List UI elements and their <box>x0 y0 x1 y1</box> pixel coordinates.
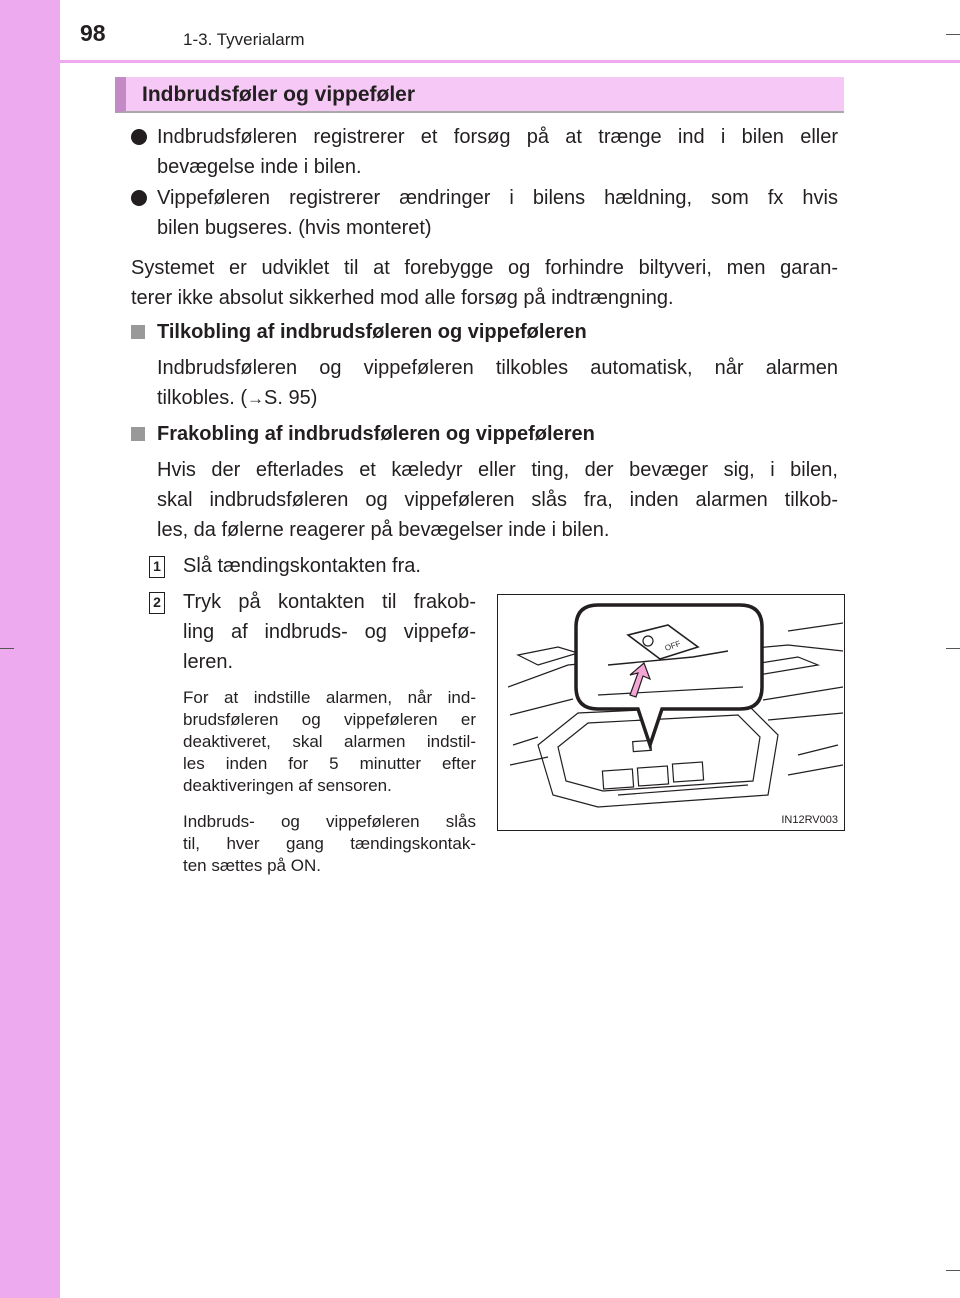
figure-code: IN12RV003 <box>781 814 838 826</box>
note-text: Indbruds- og vippeføleren slås <box>183 812 476 831</box>
step-number: 1 <box>149 556 165 578</box>
bullet-text: bevægelse inde i bilen. <box>157 156 362 178</box>
console-drawing <box>498 595 843 829</box>
step-number: 2 <box>149 592 165 614</box>
square-bullet-icon <box>131 325 145 339</box>
note-text: brudsføleren og vippeføleren er <box>183 710 476 729</box>
note-text: deaktiveringen af sensoren. <box>183 776 392 795</box>
body-text <box>157 383 317 414</box>
note-text: les inden for 5 minutter efter <box>183 754 476 773</box>
bullet-icon <box>131 190 147 206</box>
bullet-icon <box>131 129 147 145</box>
step-text: ling af indbruds- og vippefø- <box>183 621 476 643</box>
header-rule <box>60 60 960 63</box>
bullet-text: bilen bugseres. (hvis monteret) <box>157 217 432 239</box>
section-title: Indbrudsføler og vippeføler <box>142 83 416 106</box>
intro-text: Systemet er udviklet til at forebygge og forhindre biltyveri, men garan- <box>131 257 838 279</box>
step-text: leren. <box>183 651 234 673</box>
body-text: Indbrudsføleren og vippeføleren tilkobles automatisk, når alarmen <box>157 357 838 379</box>
page-reference: S. 95) <box>264 387 318 409</box>
crop-mark <box>946 34 960 35</box>
step-text: Tryk på kontakten til frakob- <box>183 591 476 613</box>
body-text: Hvis der efterlades et kæledyr eller ting, der bevæger sig, i bilen, <box>157 459 838 481</box>
overhead-console-illustration <box>497 594 845 831</box>
off-label: OFF <box>663 638 682 653</box>
note-text: ten sættes på ON. <box>183 856 321 875</box>
arrow-icon: → <box>247 389 265 408</box>
crop-mark <box>946 1270 960 1271</box>
body-text: skal indbrudsføleren og vippeføleren slås fra, inden alarmen tilkob- <box>157 489 838 511</box>
square-bullet-icon <box>131 427 145 441</box>
bullet-text: Indbrudsføleren registrerer et forsøg på at trænge ind i bilen eller <box>157 126 838 148</box>
bullet-text: Vippeføleren registrerer ændringer i bilens hældning, som fx hvis <box>157 187 838 209</box>
chapter-title: 1-3. Tyverialarm <box>183 30 305 49</box>
reference-prefix: tilkobles. ( <box>157 387 248 409</box>
side-color-strip <box>0 0 60 1298</box>
note-text: For at indstille alarmen, når ind- <box>183 688 476 707</box>
body-text: les, da følerne reagerer på bevægelser inde i bilen. <box>157 519 610 541</box>
crop-mark <box>946 648 960 649</box>
page-number: 98 <box>80 20 106 46</box>
section-header <box>115 77 844 113</box>
note-text: deaktiveret, skal alarmen indstil- <box>183 732 476 751</box>
step-text: Slå tændingskontakten fra. <box>183 555 421 577</box>
crop-mark <box>0 648 14 649</box>
note-text: til, hver gang tændingskontak- <box>183 834 476 853</box>
subheading: Tilkobling af indbrudsføleren og vippeføleren <box>157 321 587 343</box>
intro-text: terer ikke absolut sikkerhed mod alle forsøg på indtrængning. <box>131 287 674 309</box>
subheading: Frakobling af indbrudsføleren og vippeføleren <box>157 423 595 445</box>
